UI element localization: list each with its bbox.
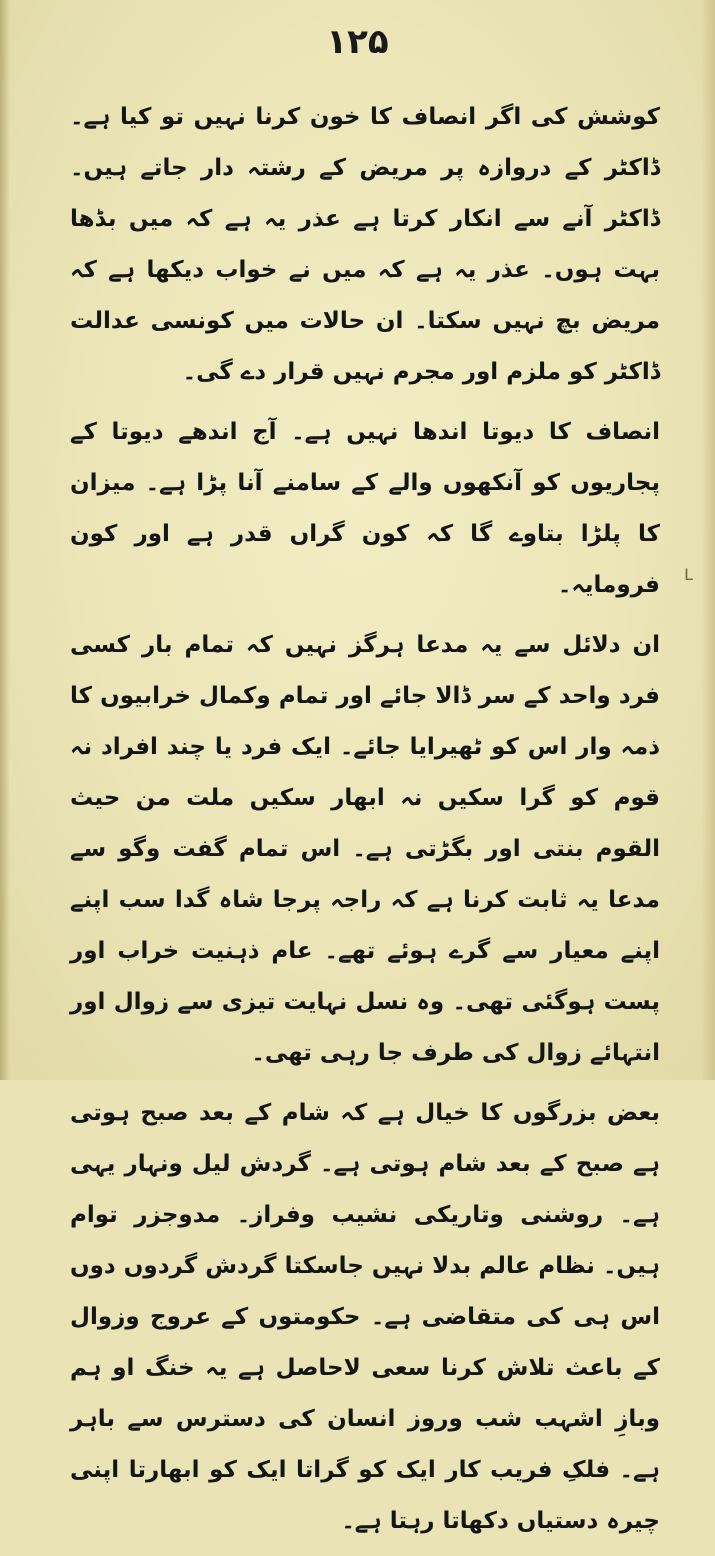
paragraph-4: بعض بزرگوں کا خیال ہے کہ شام کے بعد صبح ہوتی ہے صبح کے بعد شام ہوتی ہے۔ گردش لیل ونہار یہی ہے۔ روشنی وتاریکی نشیب وفراز۔ مدوجزر توام ہیں۔ نظام عالم بدلا نہیں جاسکتا گردش گردوں دوں اس ہی کی متقاضی ہے۔ حکومتوں کے عروج وزوال کے باعث تلاش کرنا سعی لاحاصل ہے یہ خنگ او ہم وبازِ اشہب شب وروز انسان کی دسترس سے باہر ہے۔ فلکِ فریب کار ایک کو گراتا ایک کو ابھارتا اپنی چیرہ دستیاں دکھاتا رہتا ہے۔ (70, 1100, 660, 1534)
page-shadow-left (0, 0, 10, 1080)
margin-mark: L (684, 565, 693, 584)
page-shadow-right (701, 0, 715, 1080)
body-text (70, 92, 660, 1556)
page-number: ۱۲۵ (326, 22, 389, 62)
paragraph-1: کوشش کی اگر انصاف کا خون کرنا نہیں تو کیا ہے۔ ڈاکٹر کے دروازہ پر مریض کے رشتہ دار جاتے ہیں۔ ڈاکٹر آنے سے انکار کرتا ہے عذر یہ ہے کہ میں بڈھا بہت ہوں۔ عذر یہ ہے کہ میں نے خواب دیکھا ہے کہ مریض بچ نہیں سکتا۔ ان حالات میں کونسی عدالت ڈاکٹر کو ملزم اور مجرم نہیں قرار دے گی۔ (70, 104, 660, 385)
paragraph-3: ان دلائل سے یہ مدعا ہرگز نہیں کہ تمام بار کسی فرد واحد کے سر ڈالا جائے اور تمام وکمال خرابیوں کا ذمہ وار اس کو ٹھیرایا جائے۔ ایک فرد یا چند افراد نہ قوم کو گرا سکیں نہ ابھار سکیں ملت من حیث القوم بنتی اور بگڑتی ہے۔ اس تمام گفت وگو سے مدعا یہ ثابت کرنا ہے کہ راجہ پرجا شاہ گدا سب اپنے اپنے معیار سے گرے ہوئے تھے۔ عام ذہنیت خراب اور پست ہوگئی تھی۔ وہ نسل نہایت تیزی سے زوال اور انتہائے زوال کی طرف جا رہی تھی۔ (70, 632, 660, 1066)
paragraph-2: انصاف کا دیوتا اندھا نہیں ہے۔ آج اندھے دیوتا کے پجاریوں کو آنکھوں والے کے سامنے آنا پڑا ہے۔ میزان کا پلڑا بتاوے گا کہ کون گراں قدر ہے اور کون فرومایہ۔ (70, 419, 660, 598)
